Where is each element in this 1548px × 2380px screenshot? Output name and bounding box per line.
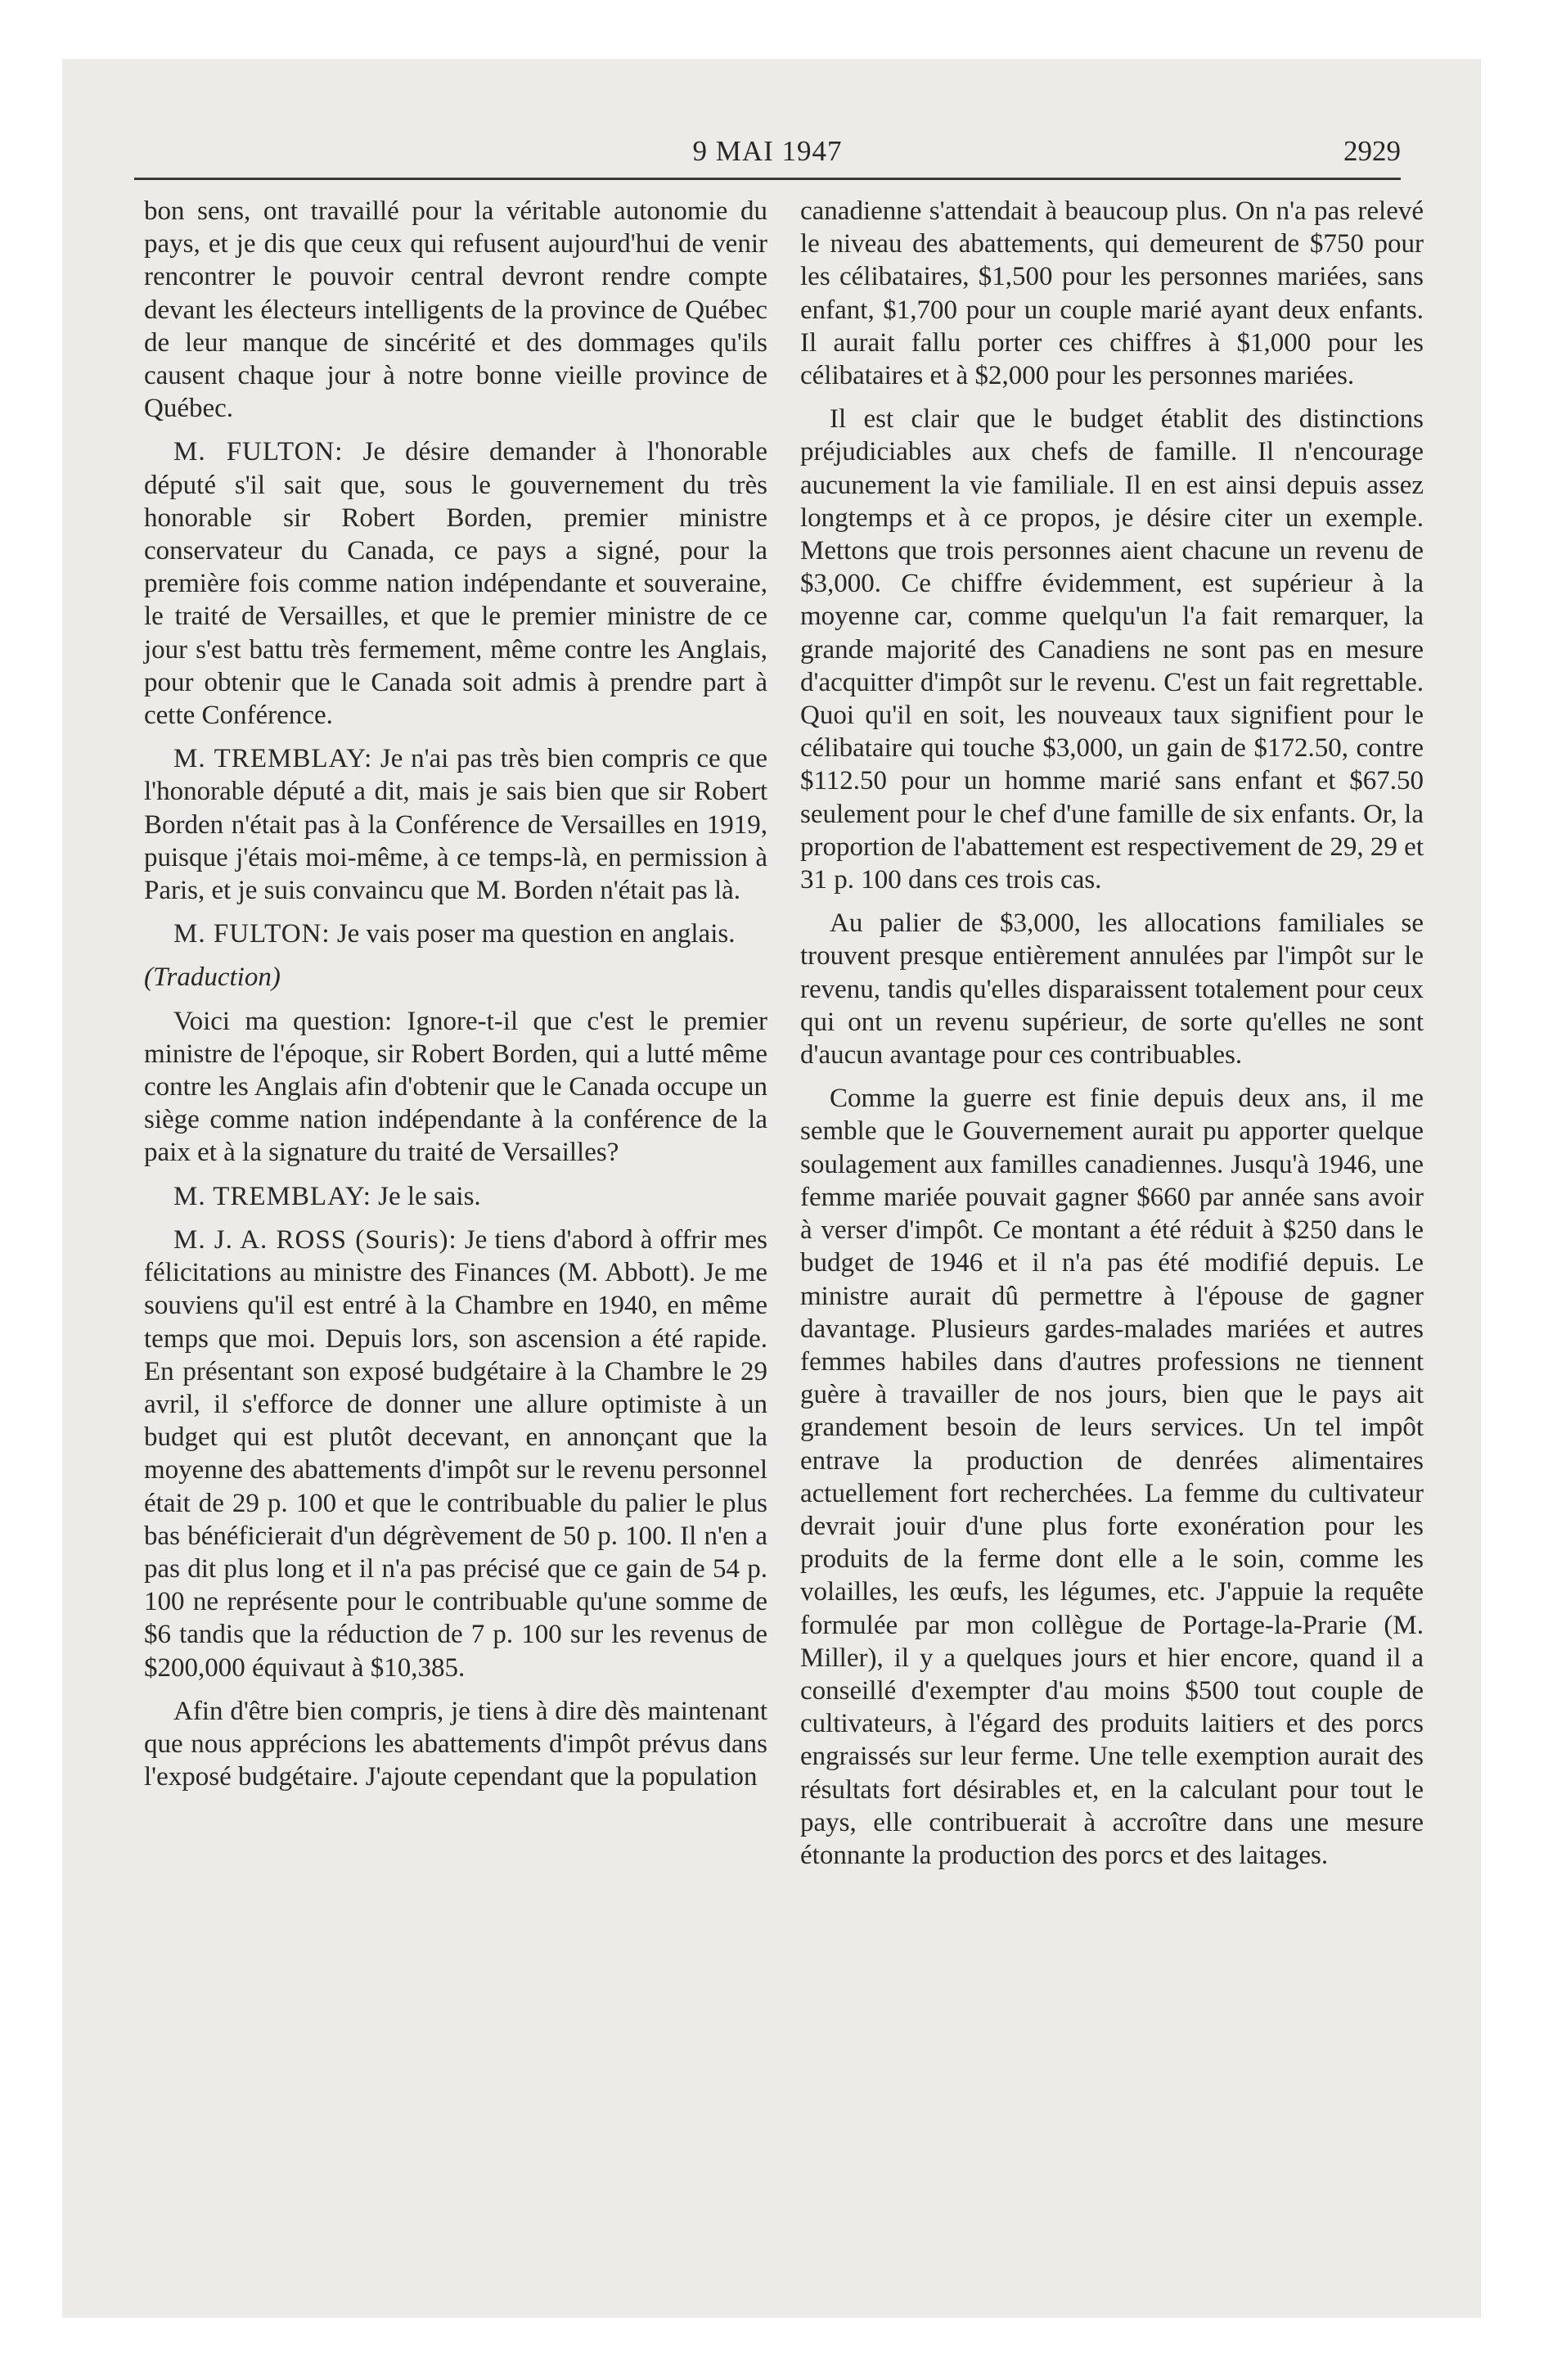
paragraph: Voici ma question: Ignore-t-il que c'est le premier ministre de l'époque, sir Robert Borden, qui a lutté même contre les Anglais afin d'obtenir que le Canada occupe un siège comme nation indépendante à la conférence de la paix et à la signature du traité de Versailles? xyxy=(144,1006,767,1168)
paragraph: canadienne s'attendait à beaucoup plus. On n'a pas relevé le niveau des abattements, qui demeurent de $750 pour les célibataires, $1,500 pour les personnes mariées, sans enfant, $1,700 pour un couple marié ayant deux enfants. Il aurait fallu porter ces chiffres à $1,000 pour les célibataires et à $2,000 pour les personnes mariées. xyxy=(800,196,1424,391)
speech-text: Je le sais. xyxy=(371,1181,481,1211)
page-number: 2929 xyxy=(1343,135,1401,167)
speaker-name: M. TREMBLAY: xyxy=(173,744,373,774)
paragraph: Il est clair que le budget établit des distinctions préjudiciables aux chefs de famille. Il n'encourage aucunement la vie familiale. Il en est ainsi depuis assez longtemps et à ce propos, je désire citer un exemple. Mettons que trois personnes aient chacune un revenu de $3,000. Ce chiffre évidemment, est supérieur à la moyenne car, comme quelqu'un l'a fait remarquer, la grande majorité des Canadiens ne sont pas en mesure d'acquitter d'impôt sur le revenu. C'est un fait regrettable. Quoi qu'il en soit, les nouveaux taux signifient pour le célibataire qui touche $3,000, un gain de $172.50, contre $112.50 pour un homme marié sans enfant et $67.50 seulement pour le chef d'une famille de six enfants. Or, la proportion de l'abattement est respectivement de 29, 29 et 31 p. 100 dans ces trois cas. xyxy=(800,404,1424,895)
speech-text: Je tiens d'abord à offrir mes félicitations au ministre des Finances (M. Abbott). Je me souviens qu'il est entré à la Chambre en 1940, en même temps que moi. Depuis lors, son ascension a été rapide. En présentant son exposé budgétaire à la Chambre le 29 avril, il s'efforce de donner une allure optimiste à un budget qui est plutôt decevant, en annonçant que la moyenne des abattements d'impôt sur le revenu personnel était de 29 p. 100 et que le contribuable du palier le plus bas bénéficierait d'un dégrèvement de 50 p. 100. Il n'en a pas dit plus long et il n'a pas précisé que ce gain de 54 p. 100 ne représente pour le contribuable qu'une somme de $6 tandis que la réduction de 7 p. 100 sur les revenus de $200,000 équivaut à $10,385. xyxy=(144,1224,767,1683)
header-date: 9 MAI 1947 xyxy=(692,135,843,167)
speaker-name: M. TREMBLAY: xyxy=(173,1181,371,1211)
speech-text: Je désire demander à l'honorable député s'il sait que, sous le gouvernement du très honorable sir Robert Borden, premier ministre conservateur du Canada, ce pays a signé, pour la première fois comme nation indépendante et souveraine, le traité de Versailles, et que le premier ministre de ce jour s'est battu très fermement, même contre les Anglais, pour obtenir que le Canada soit admis à prendre part à cette Conférence. xyxy=(144,437,767,731)
speech-text: Je vais poser ma question en anglais. xyxy=(330,919,736,949)
paragraph xyxy=(144,435,767,732)
paragraph: Comme la guerre est finie depuis deux ans, il me semble que le Gouvernement aurait pu apporter quelque soulagement aux familles canadiennes. Jusqu'à 1946, une femme mariée pouvait gagner $660 par année sans avoir à verser d'impôt. Ce montant a été réduit à $250 dans le budget de 1946 et il n'a pas été modifié depuis. Le ministre aurait dû permettre à l'épouse de gagner davantage. Plusieurs gardes-malades mariées et autres femmes habiles dans d'autres professions ne tiennent guère à travailler de nos jours, bien que le pays ait grandement besoin de leurs services. Un tel impôt entrave la production de denrées alimentaires actuellement fort recherchées. La femme du cultivateur devrait jouir d'une plus forte exonération pour les produits de la ferme dont elle a le soin, comme les volailles, les œufs, les légumes, etc. J'appuie la requête formulée par mon collègue de Portage-la-Prarie (M. Miller), il y a quelques jours et hier encore, quand il a conseillé d'exempter d'au moins $500 tout couple de cultivateurs, à l'égard des produits laitiers et des porcs engraissés sur leur ferme. Une telle exemption aurait des résultats fort désirables et, en la calculant pour tout le pays, elle contribuerait à accroître dans une mesure étonnante la production des porcs et des laitages. xyxy=(800,1084,1424,1870)
speaker-name: M. J. A. ROSS (Souris): xyxy=(173,1224,457,1255)
right-column xyxy=(800,195,1424,1882)
paragraph: Afin d'être bien compris, je tiens à dire dès maintenant que nous apprécions les abattements d'impôt prévus dans l'exposé budgétaire. J'ajoute cependant que la population xyxy=(144,1696,767,1792)
left-column xyxy=(144,195,767,1804)
paragraph xyxy=(144,1180,767,1213)
speaker-name: M. FULTON: xyxy=(173,919,331,949)
translation-note: (Traduction) xyxy=(144,962,281,993)
page-header xyxy=(134,135,1401,180)
paragraph xyxy=(144,1224,767,1684)
paragraph: Au palier de $3,000, les allocations familiales se trouvent presque entièrement annulées par l'impôt sur le revenu, tandis qu'elles disparaissent totalement pour ceux qui ont un revenu supérieur, de sorte qu'elles ne sont d'aucun avantage pour ces contribuables. xyxy=(800,908,1424,1071)
speech-text: Je n'ai pas très bien compris ce que l'honorable député a dit, mais je sais bien que sir Robert Borden n'était pas à la Conférence de Versailles en 1919, puisque j'étais moi-même, à ce temps-là, en permission à Paris, et je suis convaincu que M. Borden n'était pas là. xyxy=(144,744,767,906)
paragraph: bon sens, ont travaillé pour la véritable autonomie du pays, et je dis que ceux qui refusent aujourd'hui de venir rencontrer le pouvoir central devront rendre compte devant les électeurs intelligents de la province de Québec de leur manque de sincérité et des dommages qu'ils causent chaque jour à notre bonne vieille province de Québec. xyxy=(144,196,767,424)
paragraph xyxy=(144,917,767,950)
speaker-name: M. FULTON: xyxy=(173,437,344,467)
paragraph xyxy=(144,742,767,907)
